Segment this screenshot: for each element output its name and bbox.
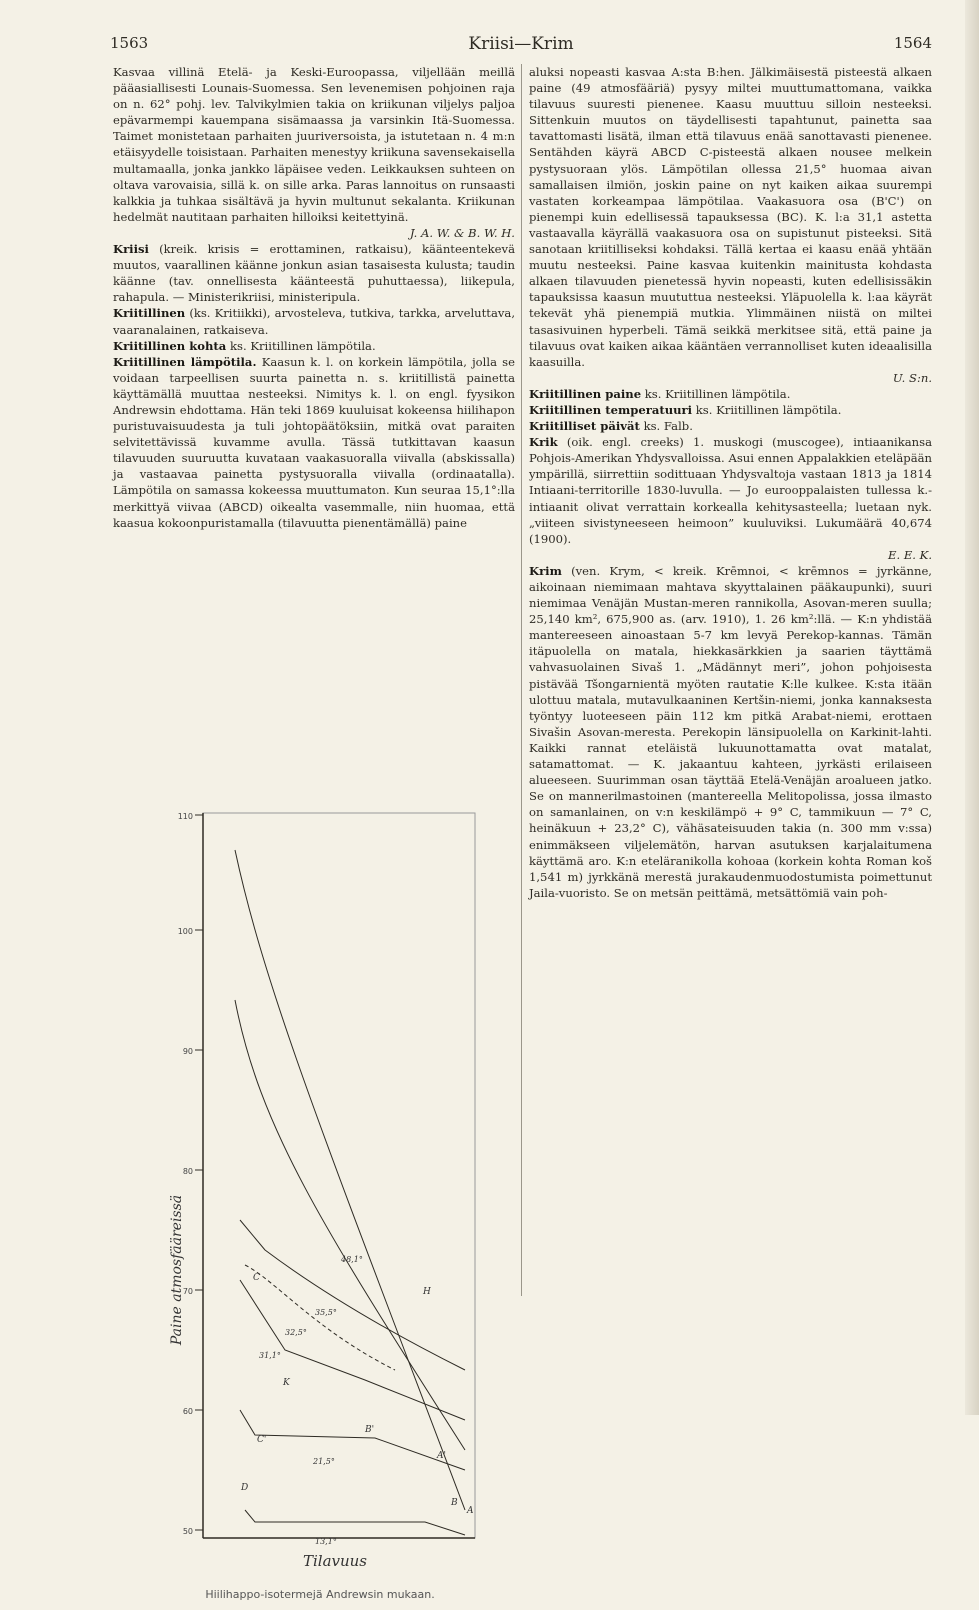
point-label: C' [257,1435,267,1445]
entry-paine-text: ks. Kriitillinen lämpötila. [644,386,791,401]
running-title: Kriisi—Krim [468,34,574,54]
entry-kriisi-text: (kreik. krisis = erottaminen, ratkaisu), käänteentekevä muutos, vaarallinen käänne jonkun asian tasaisesta kulusta; taudin käänne (tav. onnellisesta käänteestä puhuttaessa), liikepula, rahapula. — Ministerikriisi, ministeripula. [113,242,516,305]
right-column [529,64,932,901]
y-tick-label: 110 [177,812,193,821]
entry-lampotila-head: Kriitillinen lämpötila. [113,354,257,369]
entry-lampotila-text: Kaasun k. l. on korkein lämpötila, jolla se voidaan tarpeellisen suurta painetta n. s. kriitillistä painetta käyttämällä muuttaa nesteeksi. Nimitys k. l. on engl. fyysikon Andrewsin ehdottama. Hän teki 1869 kuuluisat kokeensa hiilihapon puristuvaisuudesta ja tuli johtopäätöksiin, mitkä ovat paraiten selvitettävissä kuvamme avulla. Tässä tutkittavan kaasun tilavuuden suuruutta kuvataan vaakasuoralla viivalla (abskissalla) ja vastaavaa painetta pystysuoralla viivalla (ordinaatalla). Lämpötila on samassa kokeessa muuttumaton. Kun seuraa 15,1°:lla merkittyä viivaa (ABCD) oikealta vasemmalle, niin huomaa, että kaasua kokoonpuristamalla (tilavuutta pienentämällä) paine [113,354,515,530]
point-label: A' [437,1451,446,1461]
entry-paivat [529,418,932,434]
entry-lampotila [113,354,515,531]
curve-label: 35,5° [315,1308,337,1317]
isotherm-plot [165,810,485,1580]
entry-krim-text: (ven. Krym, < kreik. Krēmnoi, < krēmnos = jyrkänne, aikoinaan niemimaan mahtava skyyttalainen pääkaupunki), suuri niemimaa Venäjän Mustan-meren rannikolla, Asovan-meren suulla; 25,140 km², 675,900 as. (arv. 1910), 1. 26 km²:llä. — K:n yhdistää mantereeseen ainoastaan 5-7 km levyä Perekop-kannas. Tämän itäpuolella on matala, hiekkasärkkien ja saarien täyttämä vahvasuolainen Sivaš 1. „Mädännyt meri”, johon pohjoisesta pistävää Tšongarnientä myöten rautatie K:lle kulkee. K:sta itään ulottuu matala, mutavulkaaninen Kertšin-niemi, jonka kannaksesta työntyy luoteeseen päin 112 km pitkä Arabat-niemi, erottaen Sivašin Asovan-meresta. Perekopin länsipuolella on Karkinit-lahti. Kaikki rannat eteläistä lukuunottamatta ovat matalat, satamattomat. — K. jakaantuu kahteen, jyrkästi erilaiseen alueeseen. Suurimman osan täyttää Etelä-Venäjän aroalueen jatko. Se on mannerilmastoinen (mantereella Melitopolissa, jossa ilmasto on samanlainen, on v:n keskilämpö + 9° C, tammikuun — 7° C, heinäkuun + 23,2° C), vähäsateisuuden takia (n. 300 mm v:ssa) enimmäkseen viljelemätön, harvan asutuksen karjalaitumena käyttämä aro. K:n eteläranikolla kohoaa (korkein kohta Roman koš 1,541 m) jyrkkänä merestä jurakaudenmuodostumista poimettunut Jaila-vuoristo. Se on metsän peittämä, metsättömiä vain poh- [529,563,932,900]
entry-paivat-head: Kriitilliset päivät [529,419,640,434]
point-label: K [283,1378,290,1388]
entry-kohta [113,338,515,354]
curve-label: 13,1° [315,1537,337,1546]
entry-temperatuuri-text: ks. Kriitillinen lämpötila. [695,402,842,417]
y-tick-label: 50 [182,1527,193,1536]
curve-label: 32,5° [285,1328,307,1337]
entry-krim [529,563,932,901]
curve-label: 21,5° [313,1457,335,1466]
curve-35 [235,1000,465,1450]
curve-label: 31,1° [259,1351,281,1360]
y-ticks [178,812,203,1536]
y-axis-label: Paine atmosfääreissä [169,1194,185,1346]
entry-krik [529,434,932,547]
entry-paine-head: Kriitillinen paine [529,386,642,401]
curve-48 [235,850,465,1510]
entry-krik-text: (oik. engl. creeks) 1. muskogi (muscogee), intiaanikansa Pohjois-Amerikan Yhdysvalloissa. Asui ennen Appalakkien eteläpään ympärillä, siirrettiin sodittuaan Yhdysvaltoja vastaan 1813 ja 1814 Intiaani-territorille 1830-luvulla. — Jo eurooppalaisten tullessa k.-intiaanit olivat verrattain korkealla kehitysasteella; luetaan nyk. „viiteen sivistyneeseen heimoon” kuuluviksi. Lukumäärä 40,674 (1900). [529,435,933,546]
entry-kriitillinen-head: Kriitillinen [113,306,186,321]
entry-kriisi-head: Kriisi [113,242,149,257]
point-label: H [423,1287,431,1297]
curve-label: 48,1° [341,1255,363,1264]
page-number-right: 1564 [893,34,932,52]
entry-kriitillinen [113,305,515,337]
entry-temperatuuri [529,402,932,418]
figure-caption: Hiilihappo-isotermejä Andrewsin mukaan. [205,1588,435,1601]
curve-labels [259,1255,363,1546]
point-label: C [253,1273,260,1283]
page-number-left: 1563 [110,34,149,52]
curve-13 [245,1510,465,1535]
y-tick-label: 90 [182,1047,193,1056]
entry-krim-head: Krim [529,563,562,578]
point-label: B' [365,1425,375,1435]
page-edge [965,0,979,1415]
y-tick-label: 80 [182,1167,193,1176]
entry-paine [529,386,932,402]
left-column [113,64,515,531]
column-divider [521,64,522,1296]
entry-temperatuuri-head: Kriitillinen temperatuuri [529,402,693,417]
entry-paivat-text: ks. Falb. [643,419,693,434]
point-labels [240,1273,474,1516]
page-header [110,34,932,58]
curve-21 [240,1410,465,1470]
y-tick-label: 60 [182,1407,193,1416]
entry-kriisi [113,241,515,305]
continued-paragraph: aluksi nopeasti kasvaa A:sta B:hen. Jälkimäisestä pisteestä alkaen paine (49 atmosfääriä) pysyy miltei muuttumattomana, vaikka tilavuus suuresti pienenee. Kaasu muuttuu silloin nesteeksi. Sittenkuin muutos on täydellisesti tapahtunut, painetta saa tavattomasti lisätä, ilman että tilavuus enää sanottavasti pienenee. Sentähden käyrä ABCD C-pisteestä alkaen nousee melkein pystysuoraan ylös. Lämpötilan ollessa 21,5° huomaa aivan samallaisen ilmiön, joskin paine on nyt kaiken aikaa suurempi vastaten korkeampaa lämpötilaa. Vaakasuora osa (B'C') on pienempi kuin edellisessä tapauksessa (BC). K. l:a 31,1 astetta vastaavalla käyrällä vaakasuora osa on supistunut pisteeksi. Sitä sanotaan kriitilliseksi kohdaksi. Tällä kertaa ei kaasu enää yhtään muutu nesteeksi. Paine kasvaa kuitenkin mainitusta kohdasta alkaen tilavuuden pienetessä hyvin nopeasti, kuten edellisissäkin tapauksissa kaasun muututtua nesteeksi. Yläpuolella k. l:aa käyrät tekevät yhä pienempiä mutkia. Ylimmäinen niistä on miltei tasasivuinen hyperbeli. Tämä seikkä merkitsee sitä, että paine ja tilavuus ovat kaiken aikaa kääntäen verrannolliset kuten ideaalisilla kaasuilla. [529,65,932,369]
point-label: D [241,1483,249,1493]
isotherm-curves [235,850,465,1535]
entry-kohta-text: ks. Kriitillinen lämpötila. [230,338,376,353]
y-tick-label: 100 [177,927,193,936]
signature-3: E. E. K. [887,547,932,562]
point-label: B [451,1498,458,1508]
signature-1: J. A. W. & B. W. H. [409,225,515,240]
entry-krik-head: Krik [529,435,558,450]
y-tick-label: 70 [182,1287,193,1296]
curve-32 [240,1220,465,1370]
isotherm-figure [165,810,485,1610]
entry-kriitillinen-text: (ks. Kritiikki), arvosteleva, tutkiva, tarkka, arveluttava, vaaranalainen, ratkaiseva. [113,306,515,337]
signature-2: U. S:n. [892,370,932,385]
intro-paragraph: Kasvaa villinä Etelä- ja Keski-Euroopassa, viljellään meillä pääasiallisesti Lounais-Suomessa. Sen levenemisen pohjoinen raja on n. 62° pohj. lev. Talvikylmien takia on kriikunan viljelys paljoa epävarmempi kauempana sisämaassa ja varsinkin Itä-Suomessa. Taimet monistetaan parhaiten juuriversoista, ja istutetaan n. 4 m:n etäisyydelle toisistaan. Parhaiten menestyy kriikuna savensekaisella multamaalla, jonka jankko läpäisee veden. Leikkauksen suhteen on oltava varovaisia, sillä k. on sille arka. Paras lannoitus on runsaasti kalkkia ja tuhkaa sisältävä ja hyvin multunut sekalanta. Kriikunan hedelmät nautitaan parhaiten hilloiksi keitettyinä. [113,65,515,224]
curve-31 [240,1280,465,1420]
entry-kohta-head: Kriitillinen kohta [113,338,227,353]
point-label: A [467,1506,474,1516]
x-axis-label: Tilavuus [302,1552,368,1570]
